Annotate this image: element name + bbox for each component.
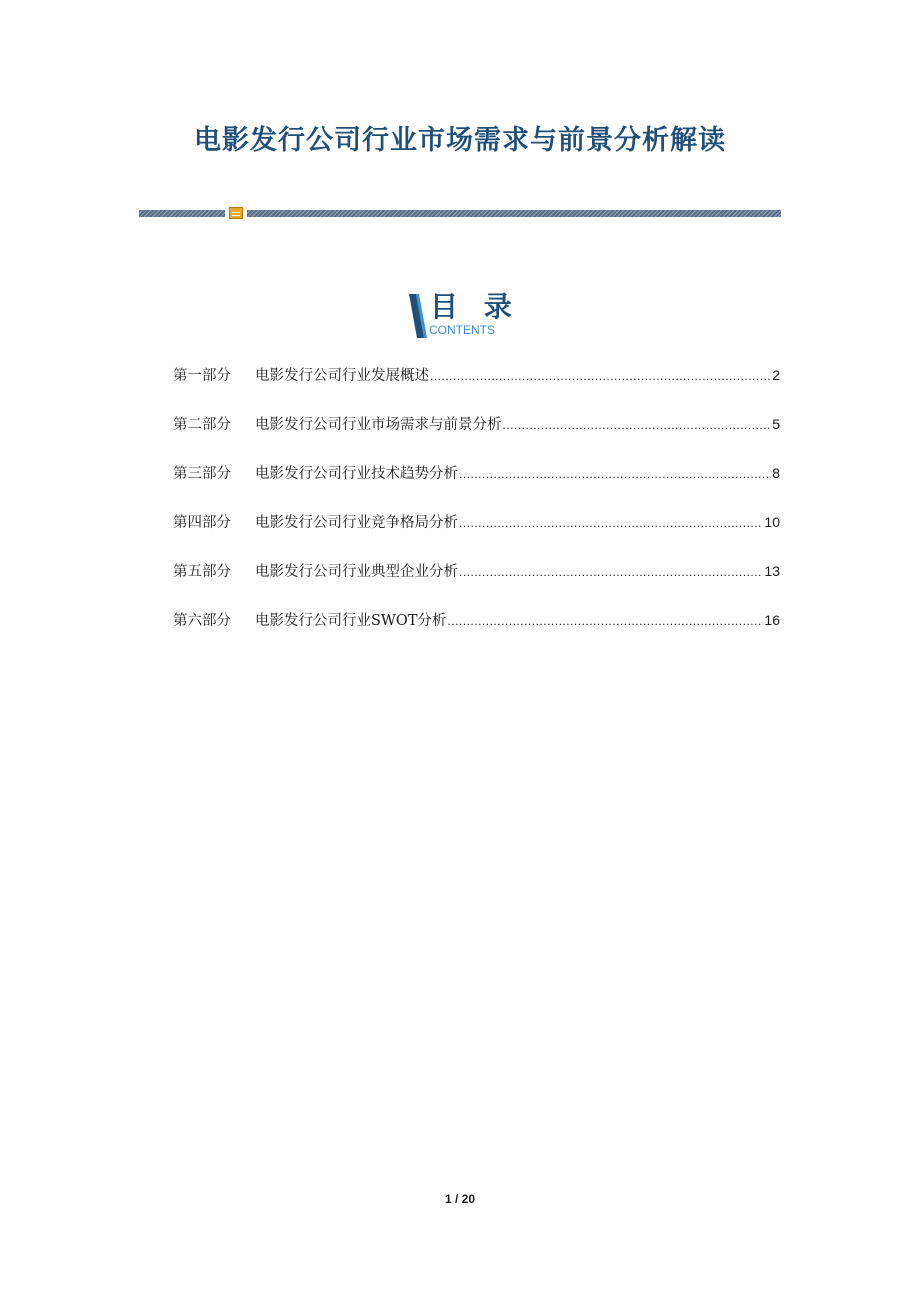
toc-entry-label: 电影发行公司行业典型企业分析 xyxy=(255,564,458,580)
document-title: 电影发行公司行业市场需求与前景分析解读 xyxy=(194,125,726,156)
title-divider xyxy=(139,207,781,219)
toc-entry-label: 电影发行公司行业SWOT分析 xyxy=(255,613,447,629)
toc-dot-leader xyxy=(430,369,771,383)
toc-entry-page: 16 xyxy=(764,612,780,628)
toc-entry-page: 8 xyxy=(772,465,780,481)
page-indicator: 1 / 20 xyxy=(444,1192,476,1206)
toc-subheading: CONTENTS xyxy=(429,323,495,337)
divider-bar-right xyxy=(247,210,781,217)
toc-header xyxy=(408,290,528,340)
toc-entry-part: 第六部分 xyxy=(173,613,231,629)
book-emblem-icon xyxy=(229,207,243,219)
toc-entry-label: 电影发行公司行业市场需求与前景分析 xyxy=(255,417,502,433)
toc-entry-label: 电影发行公司行业竞争格局分析 xyxy=(255,515,458,531)
toc-dot-leader xyxy=(459,565,763,579)
toc-heading: 目 录 xyxy=(430,290,520,323)
toc-entry-page: 13 xyxy=(764,563,780,579)
toc-entry[interactable] xyxy=(173,511,780,560)
toc-entry[interactable] xyxy=(173,462,780,511)
toc-entry-part: 第四部分 xyxy=(173,515,231,531)
toc-entry-label: 电影发行公司行业发展概述 xyxy=(255,368,429,384)
divider-bar-left xyxy=(139,210,225,217)
toc-entry-part: 第五部分 xyxy=(173,564,231,580)
toc-dot-leader xyxy=(459,467,771,481)
toc-entry[interactable] xyxy=(173,560,780,609)
toc-entry[interactable] xyxy=(173,364,780,413)
slash-accent-icon xyxy=(408,294,428,338)
toc-entry-label: 电影发行公司行业技术趋势分析 xyxy=(255,466,458,482)
toc-entry-part: 第一部分 xyxy=(173,368,231,384)
toc-dot-leader xyxy=(459,516,763,530)
toc-entry-page: 5 xyxy=(772,416,780,432)
toc-entry[interactable] xyxy=(173,609,780,658)
toc-entry-page: 2 xyxy=(772,367,780,383)
toc-dot-leader xyxy=(503,418,772,432)
toc-entry-part: 第三部分 xyxy=(173,466,231,482)
toc-entry-page: 10 xyxy=(764,514,780,530)
toc-entry[interactable] xyxy=(173,413,780,462)
toc-entry-part: 第二部分 xyxy=(173,417,231,433)
toc-dot-leader xyxy=(447,614,763,628)
table-of-contents xyxy=(173,364,780,658)
